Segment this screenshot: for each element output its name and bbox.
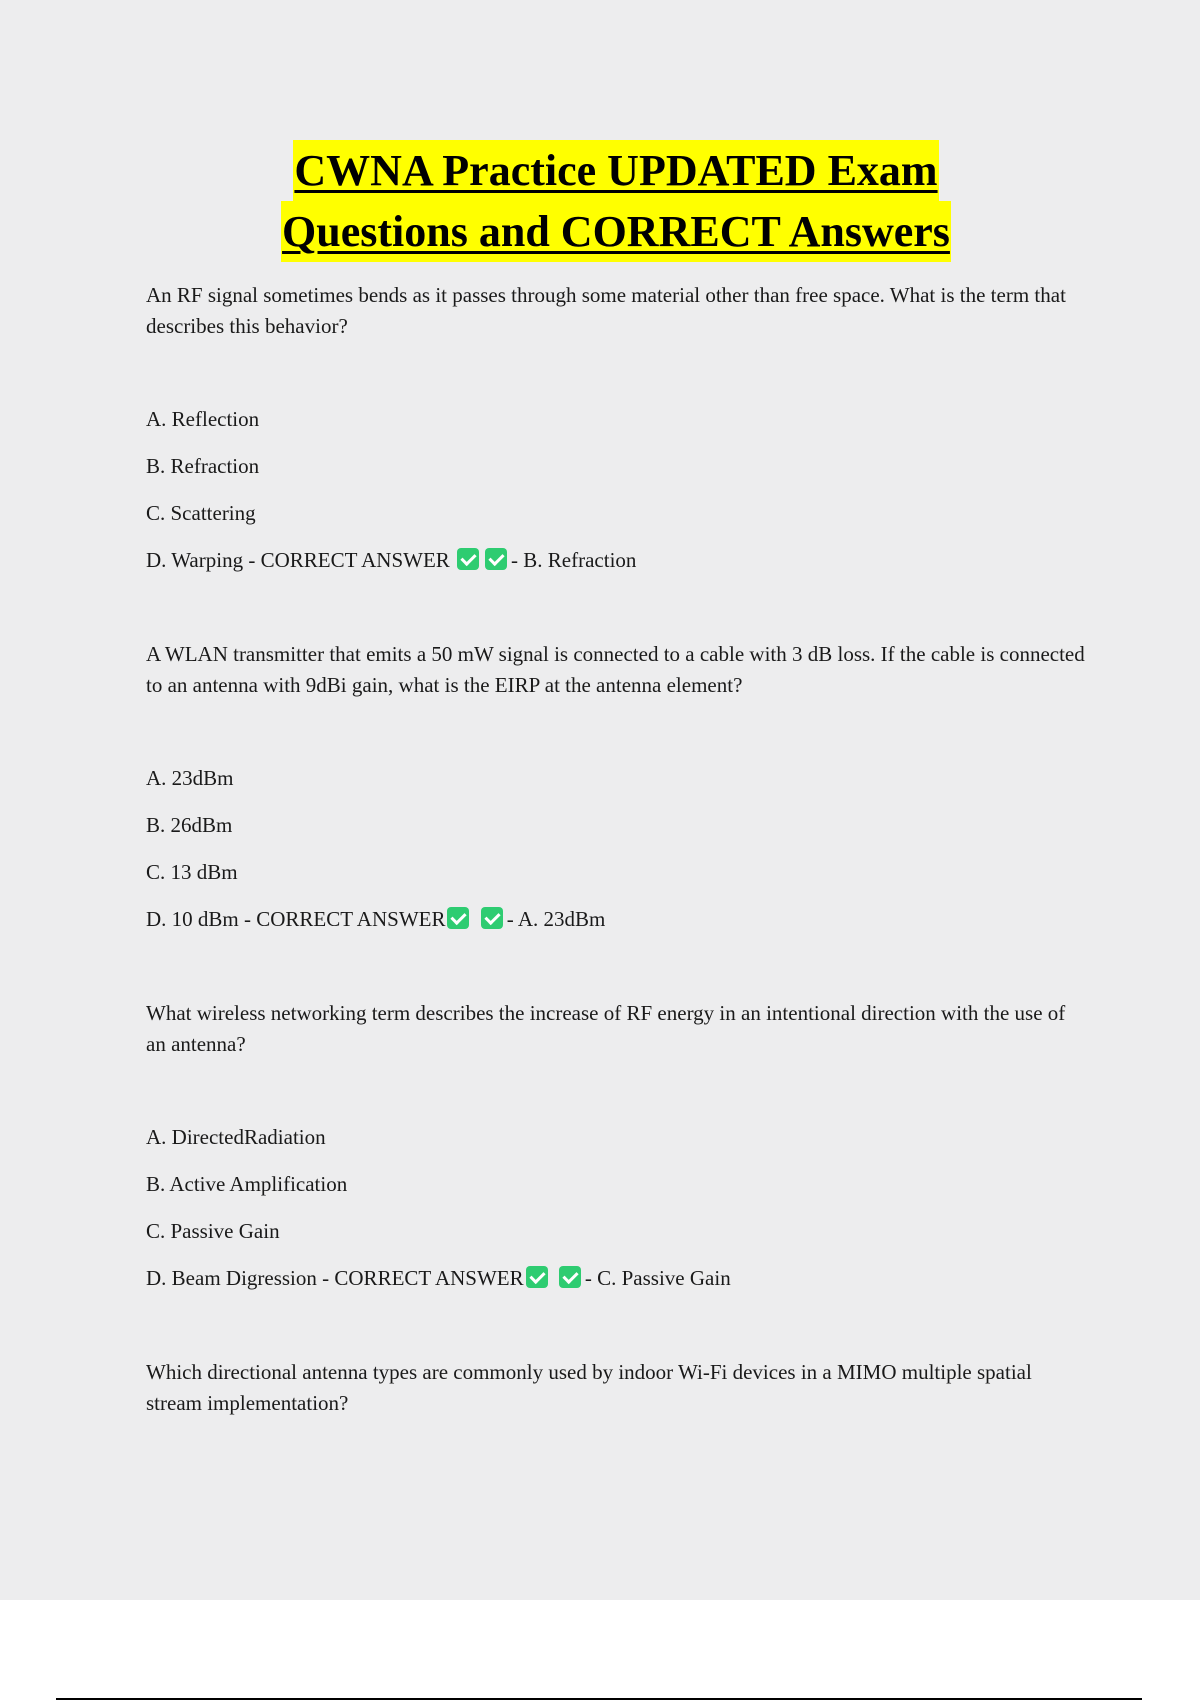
question-text: An RF signal sometimes bends as it passes through some material other than free space. What is the term that describes this behavior?: [146, 283, 1066, 338]
check-mark-icon: [481, 907, 503, 929]
question-text: A WLAN transmitter that emits a 50 mW signal is connected to a cable with 3 dB loss. If the cable is connected to an antenna with 9dBi gain, what is the EIRP at the antenna element?: [146, 642, 1085, 697]
check-mark-icon: [559, 1266, 581, 1288]
option-d-label: D. 10 dBm - CORRECT ANSWER: [146, 907, 446, 931]
option-d-with-answer: [146, 1263, 1086, 1293]
correct-answer: - B. Refraction: [511, 548, 637, 572]
check-mark-icon: [526, 1266, 548, 1288]
option-c: C. Scattering: [146, 501, 256, 525]
correct-answer: - A. 23dBm: [506, 907, 606, 931]
option-b: B. 26dBm: [146, 813, 233, 837]
question-block-2: [146, 639, 1086, 934]
check-mark-icon: [485, 548, 507, 570]
option-a: A. Reflection: [146, 407, 260, 431]
question-block-4: [146, 1357, 1086, 1419]
option-a: A. DirectedRadiation: [146, 1125, 326, 1149]
title-line-2: Questions and CORRECT Answers: [281, 201, 951, 262]
option-c: C. Passive Gain: [146, 1219, 280, 1243]
option-d-label: D. Beam Digression - CORRECT ANSWER: [146, 1266, 524, 1290]
title-line-1: CWNA Practice UPDATED Exam: [293, 140, 938, 201]
document-title: [146, 140, 1086, 262]
question-text: What wireless networking term describes the increase of RF energy in an intentional direction with the use of an antenna?: [146, 1001, 1066, 1056]
option-b: B. Active Amplification: [146, 1172, 348, 1196]
option-d-with-answer: [146, 904, 1086, 934]
document-content: [146, 140, 1086, 1481]
option-c: C. 13 dBm: [146, 860, 238, 884]
correct-answer: - C. Passive Gain: [584, 1266, 731, 1290]
question-block-3: [146, 998, 1086, 1293]
option-d-label: D. Warping - CORRECT ANSWER: [146, 548, 450, 572]
check-mark-icon: [457, 548, 479, 570]
option-b: B. Refraction: [146, 454, 260, 478]
option-d-with-answer: [146, 545, 1086, 575]
check-mark-icon: [447, 907, 469, 929]
question-text: Which directional antenna types are commonly used by indoor Wi-Fi devices in a MIMO multiple spatial stream implementation?: [146, 1360, 1032, 1415]
option-a: A. 23dBm: [146, 766, 234, 790]
question-block-1: [146, 280, 1086, 575]
